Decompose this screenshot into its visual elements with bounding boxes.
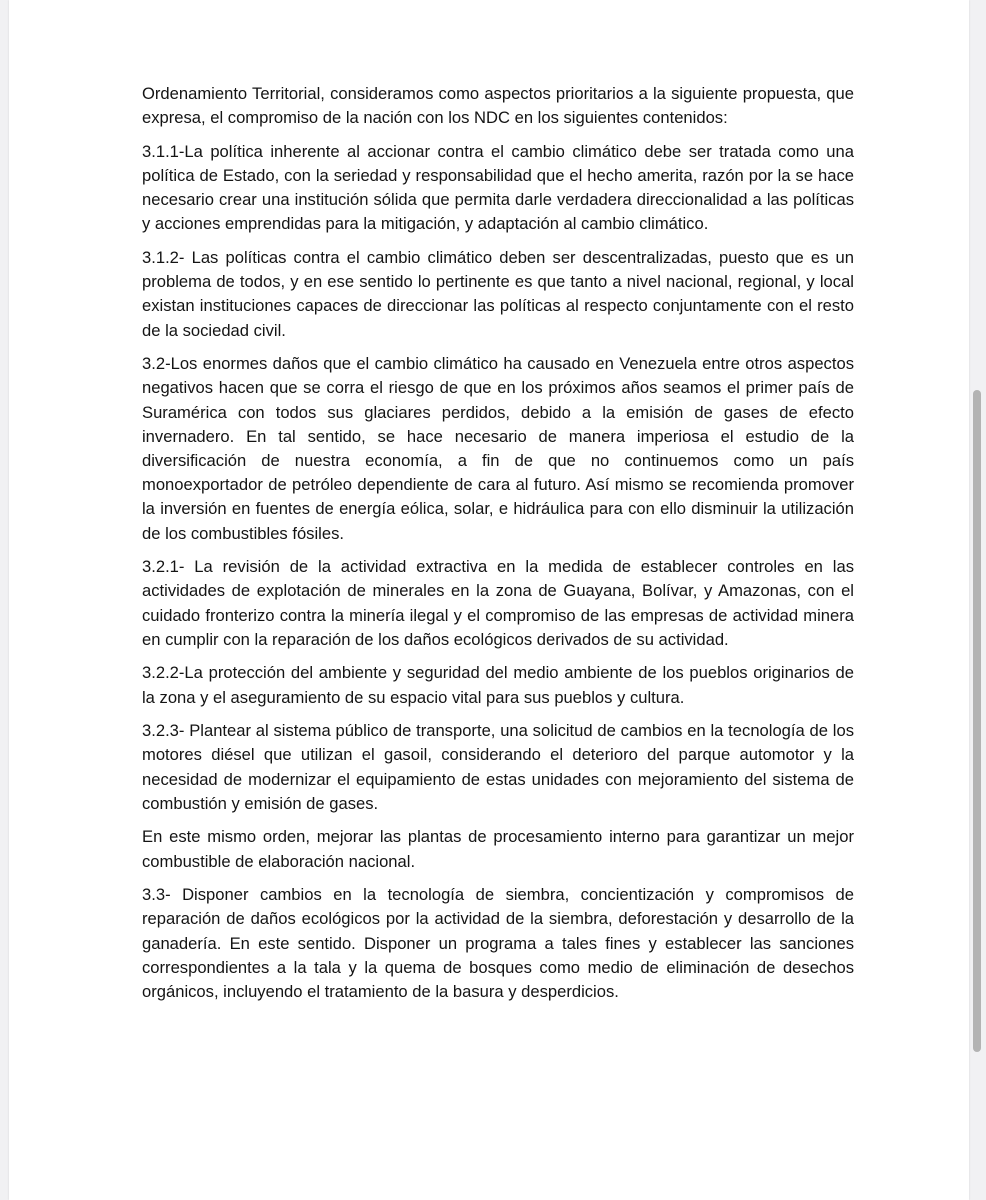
- page-content: [142, 82, 854, 1014]
- paragraph-3-2: 3.2-Los enormes daños que el cambio climático ha causado en Venezuela entre otros aspectos negativos hacen que se corra el riesgo de que en los próximos años seamos el primer país de Suramérica con todos sus glaciares perdidos, debido a la emisión de gases de efecto invernadero. En tal sentido, se hace necesario de manera imperiosa el estudio de la diversificación de nuestra economía, a fin de que no continuemos como un país monoexportador de petróleo dependiente de cara al futuro. Así mismo se recomienda promover la inversión en fuentes de energía eólica, solar, e hidráulica para con ello disminuir la utilización de los combustibles fósiles.: [142, 354, 854, 543]
- paragraph-3-2-2: 3.2.2-La protección del ambiente y seguridad del medio ambiente de los pueblos originarios de la zona y el aseguramiento de su espacio vital para sus pueblos y cultura.: [142, 663, 854, 707]
- paragraph-3-1-2: 3.1.2- Las políticas contra el cambio climático deben ser descentralizadas, puesto que es un problema de todos, y en ese sentido lo pertinente es que tanto a nivel nacional, regional, y local existan instituciones capaces de direccionar las políticas al respecto conjuntamente con el resto de la sociedad civil.: [142, 248, 854, 340]
- paragraph-3-3: 3.3- Disponer cambios en la tecnología de siembra, concientización y compromisos de reparación de daños ecológicos por la actividad de la siembra, deforestación y desarrollo de la ganadería. En este sentido. Disponer un programa a tales fines y establecer las sanciones correspondientes a la tala y la quema de bosques como medio de eliminación de desechos orgánicos, incluyendo el tratamiento de la basura y desperdicios.: [142, 885, 854, 1002]
- vertical-scrollbar[interactable]: [973, 390, 981, 1052]
- document-page: [9, 0, 969, 1200]
- paragraph-3-2-3: 3.2.3- Plantear al sistema público de transporte, una solicitud de cambios en la tecnología de los motores diésel que utilizan el gasoil, considerando el deterioro del parque automotor y la necesidad de modernizar el equipamiento de estas unidades con mejoramiento del sistema de combustión y emisión de gases.: [142, 721, 854, 813]
- paragraph-3-2-1: 3.2.1- La revisión de la actividad extractiva en la medida de establecer controles en las actividades de explotación de minerales en la zona de Guayana, Bolívar, y Amazonas, con el cuidado fronterizo contra la minería ilegal y el compromiso de las empresas de actividad minera en cumplir con la reparación de los daños ecológicos derivados de su actividad.: [142, 557, 854, 649]
- paragraph-3-1-1: 3.1.1-La política inherente al accionar contra el cambio climático debe ser tratada como una política de Estado, con la seriedad y responsabilidad que el hecho amerita, razón por la se hace necesario crear una institución sólida que permita darle verdadera direccionalidad a las políticas y acciones emprendidas para la mitigación, y adaptación al cambio climático.: [142, 141, 854, 234]
- paragraph-same-order: En este mismo orden, mejorar las plantas de procesamiento interno para garantizar un mejor combustible de elaboración nacional.: [142, 827, 854, 871]
- paragraph-intro: Ordenamiento Territorial, consideramos como aspectos prioritarios a la siguiente propuesta, que expresa, el compromiso de la nación con los NDC en los siguientes contenidos:: [142, 84, 854, 128]
